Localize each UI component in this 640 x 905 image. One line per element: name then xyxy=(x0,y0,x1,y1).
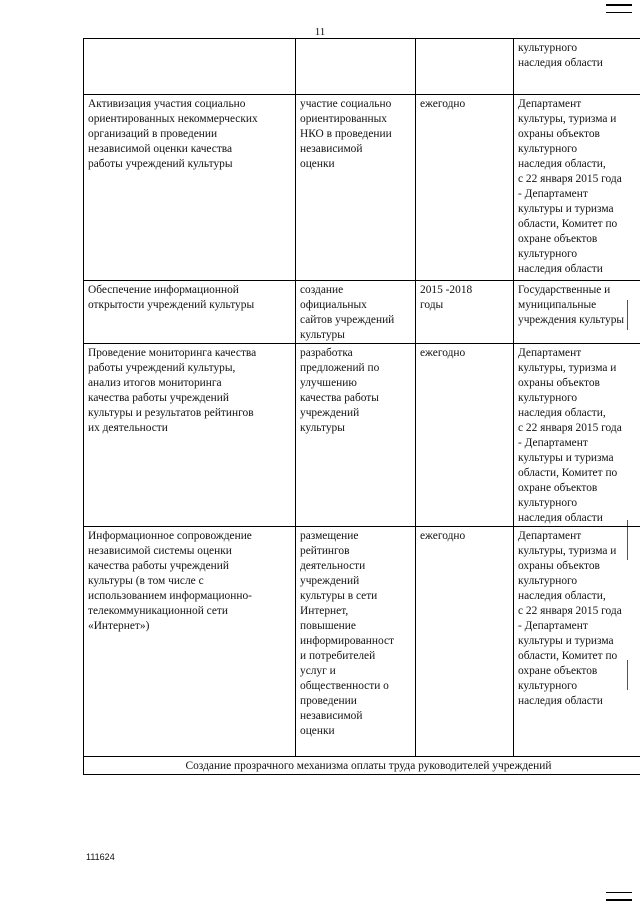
activity-text-line: качества работы учреждений xyxy=(88,560,229,572)
responsible-text-line: охраны объектов xyxy=(518,128,600,140)
responsible-text-line: охране объектов xyxy=(518,233,598,245)
responsible-text-line: с 22 января 2015 года xyxy=(518,173,622,185)
activity-text-line: анализ итогов мониторинга xyxy=(88,377,222,389)
activity-text-line: культуры (в том числе с xyxy=(88,575,204,587)
result-text-line: официальных xyxy=(300,299,367,311)
activity-cell xyxy=(84,95,296,281)
result-cell xyxy=(296,344,416,527)
responsible-text-line: наследия области xyxy=(518,512,603,524)
activity-text-line: Обеспечение информационной xyxy=(88,284,239,296)
activity-text-line: открытости учреждений культуры xyxy=(88,299,255,311)
responsible-cell xyxy=(514,39,640,95)
result-text-line: разработка xyxy=(300,347,353,359)
period-cell xyxy=(416,527,514,757)
responsible-text-line: - Департамент xyxy=(518,437,588,449)
responsible-text-line: наследия области xyxy=(518,57,603,69)
result-text-line: сайтов учреждений xyxy=(300,314,395,326)
activity-text-line: «Интернет») xyxy=(88,620,150,632)
activity-text-line: Информационное сопровождение xyxy=(88,530,252,542)
result-text-line: улучшению xyxy=(300,377,357,389)
responsible-text-line: культуры и туризма xyxy=(518,635,614,647)
responsible-text-line: Департамент xyxy=(518,530,582,542)
responsible-text-line: охране объектов xyxy=(518,482,598,494)
result-text-line: качества работы xyxy=(300,392,379,404)
period-cell xyxy=(416,39,514,95)
scan-corner-mark-top xyxy=(606,4,632,13)
responsible-text-line: культурного xyxy=(518,143,578,155)
result-text-line: деятельности xyxy=(300,560,366,572)
result-text-line: информированност xyxy=(300,635,394,647)
responsible-text-line: - Департамент xyxy=(518,620,588,632)
result-cell xyxy=(296,39,416,95)
responsible-text-line: Департамент xyxy=(518,347,582,359)
result-text-line: размещение xyxy=(300,530,359,542)
activity-cell xyxy=(84,39,296,95)
responsible-text-line: наследия области, xyxy=(518,590,606,602)
responsible-text-line: наследия области xyxy=(518,263,603,275)
responsible-text-line: области, Комитет по xyxy=(518,218,618,230)
result-text-line: культуры xyxy=(300,329,345,341)
result-text-line: рейтингов xyxy=(300,545,350,557)
activity-text-line: качества работы учреждений xyxy=(88,392,229,404)
responsible-text-line: культуры, туризма и xyxy=(518,545,617,557)
responsible-text-line: культуры и туризма xyxy=(518,203,614,215)
period-text-line: годы xyxy=(420,299,444,311)
activity-text-line: независимой системы оценки xyxy=(88,545,232,557)
period-cell xyxy=(416,95,514,281)
page-number: 11 xyxy=(314,26,326,38)
table-row xyxy=(84,95,640,281)
responsible-text-line: культурного xyxy=(518,248,578,260)
activity-text-line: независимой оценки качества xyxy=(88,143,233,155)
responsible-text-line: культурного xyxy=(518,497,578,509)
section-heading: Создание прозрачного механизма оплаты труда руководителей учреждений xyxy=(84,757,640,775)
responsible-text-line: с 22 января 2015 года xyxy=(518,422,622,434)
responsible-text-line: наследия области xyxy=(518,695,603,707)
responsible-text-line: охране объектов xyxy=(518,665,598,677)
result-cell xyxy=(296,527,416,757)
result-cell xyxy=(296,281,416,344)
result-text-line: культуры xyxy=(300,422,345,434)
responsible-text-line: культуры, туризма и xyxy=(518,113,617,125)
activity-text-line: культуры и результатов рейтингов xyxy=(88,407,254,419)
section-heading-row xyxy=(84,757,640,775)
result-text-line: учреждений xyxy=(300,575,360,587)
period-cell xyxy=(416,281,514,344)
activity-cell xyxy=(84,527,296,757)
period-text-line: 2015 -2018 xyxy=(420,284,473,296)
result-text-line: независимой xyxy=(300,143,363,155)
period-text-line: ежегодно xyxy=(420,347,466,359)
scan-corner-mark-bottom xyxy=(606,892,632,901)
responsible-text-line: культурного xyxy=(518,680,578,692)
result-text-line: услуг и xyxy=(300,665,336,677)
responsible-text-line: культурного xyxy=(518,392,578,404)
responsible-text-line: с 22 января 2015 года xyxy=(518,605,622,617)
result-text-line: Интернет, xyxy=(300,605,349,617)
responsible-text-line: Департамент xyxy=(518,98,582,110)
period-cell xyxy=(416,344,514,527)
activity-text-line: использованием информационно- xyxy=(88,590,252,602)
document-code: 111624 xyxy=(86,852,115,862)
responsible-cell xyxy=(514,344,640,527)
responsible-cell xyxy=(514,281,640,344)
result-text-line: культуры в сети xyxy=(300,590,378,602)
responsible-text-line: учреждения культуры xyxy=(518,314,625,326)
result-text-line: НКО в проведении xyxy=(300,128,392,140)
result-text-line: предложений по xyxy=(300,362,380,374)
result-text-line: независимой xyxy=(300,710,363,722)
responsible-text-line: культуры и туризма xyxy=(518,452,614,464)
activity-cell xyxy=(84,344,296,527)
period-text-line: ежегодно xyxy=(420,98,466,110)
result-text-line: участие социально xyxy=(300,98,392,110)
responsible-text-line: культурного xyxy=(518,42,578,54)
activity-text-line: работы учреждений культуры xyxy=(88,158,233,170)
responsible-text-line: области, Комитет по xyxy=(518,467,618,479)
responsible-text-line: наследия области, xyxy=(518,158,606,170)
responsible-text-line: области, Комитет по xyxy=(518,650,618,662)
result-text-line: ориентированных xyxy=(300,113,387,125)
table-row xyxy=(84,344,640,527)
responsible-text-line: культуры, туризма и xyxy=(518,362,617,374)
responsible-cell xyxy=(514,527,640,757)
period-text-line: ежегодно xyxy=(420,530,466,542)
result-text-line: общественности о xyxy=(300,680,389,692)
responsible-text-line: наследия области, xyxy=(518,407,606,419)
activity-text-line: Активизация участия социально xyxy=(88,98,246,110)
responsible-text-line: охраны объектов xyxy=(518,377,600,389)
activity-cell xyxy=(84,281,296,344)
activity-text-line: работы учреждений культуры, xyxy=(88,362,236,374)
responsible-text-line: Государственные и xyxy=(518,284,611,296)
activity-text-line: их деятельности xyxy=(88,422,168,434)
result-text-line: проведении xyxy=(300,695,357,707)
result-text-line: создание xyxy=(300,284,344,296)
responsible-text-line: охраны объектов xyxy=(518,560,600,572)
result-cell xyxy=(296,95,416,281)
result-text-line: учреждений xyxy=(300,407,360,419)
responsible-text-line: культурного xyxy=(518,575,578,587)
activity-text-line: ориентированных некоммерческих xyxy=(88,113,258,125)
responsible-cell xyxy=(514,95,640,281)
result-text-line: оценки xyxy=(300,725,335,737)
action-plan-table xyxy=(83,38,640,775)
table-row xyxy=(84,527,640,757)
result-text-line: и потребителей xyxy=(300,650,376,662)
result-text-line: оценки xyxy=(300,158,335,170)
table-row xyxy=(84,39,640,95)
responsible-text-line: - Департамент xyxy=(518,188,588,200)
responsible-text-line: муниципальные xyxy=(518,299,597,311)
result-text-line: повышение xyxy=(300,620,356,632)
activity-text-line: Проведение мониторинга качества xyxy=(88,347,257,359)
activity-text-line: телекоммуникационной сети xyxy=(88,605,228,617)
table-row xyxy=(84,281,640,344)
activity-text-line: организаций в проведении xyxy=(88,128,218,140)
